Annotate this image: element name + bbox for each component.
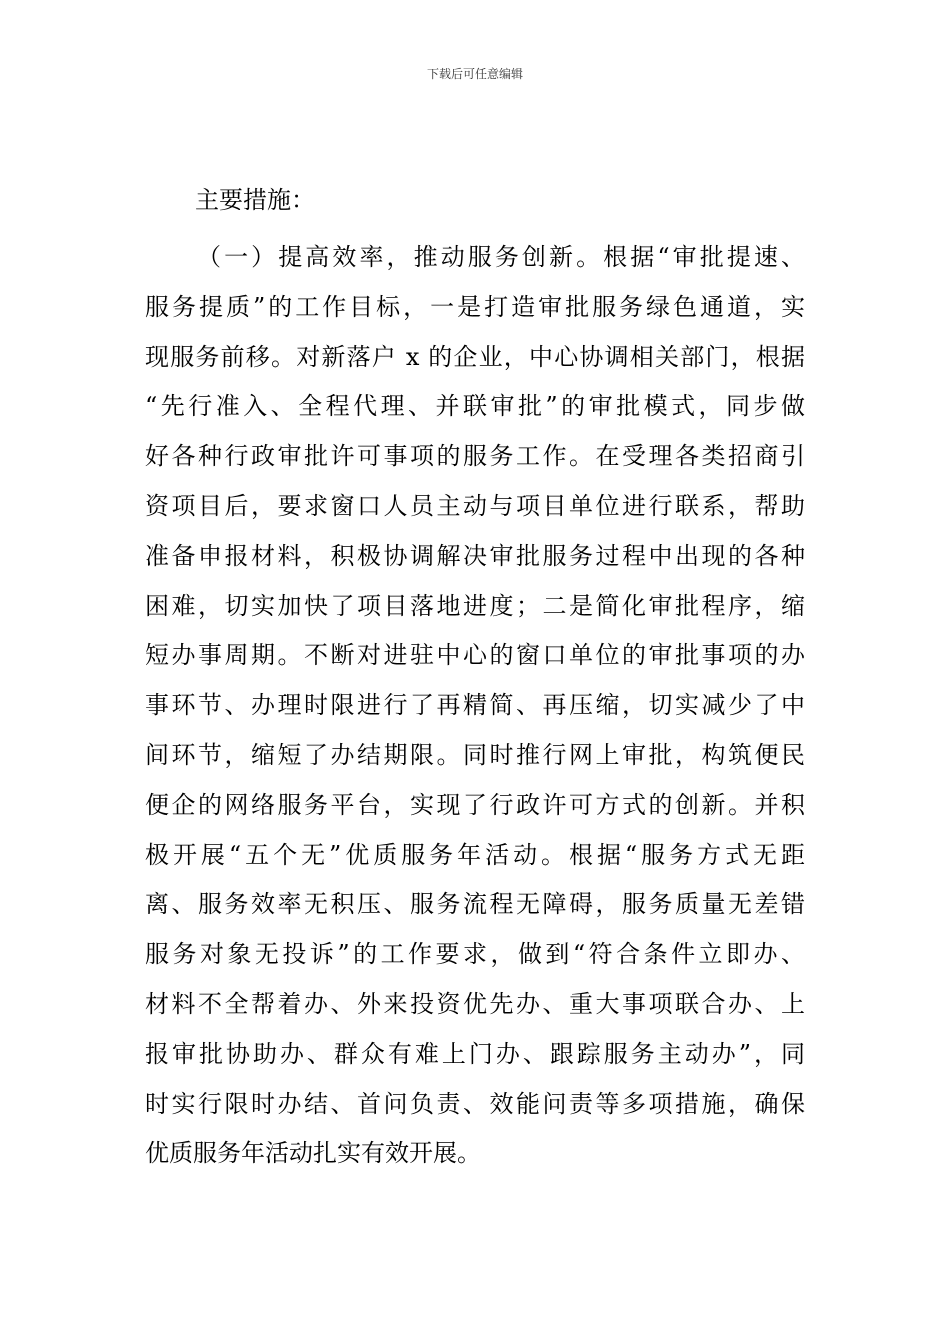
paragraph-line: 优质服务年活动扎实有效开展。 bbox=[145, 1139, 481, 1168]
paragraph-line: 间环节，缩短了办结期限。同时推行网上审批，构筑便民 bbox=[145, 740, 805, 769]
paragraph-line: 服务提质”的工作目标，一是打造审批服务绿色通道，实 bbox=[145, 292, 805, 321]
paragraph-line: 困难，切实加快了项目落地进度；二是简化审批程序，缩 bbox=[145, 591, 805, 620]
page-header-note: 下载后可任意编辑 bbox=[426, 67, 523, 81]
paragraph-line: 事环节、办理时限进行了再精简、再压缩，切实减少了中 bbox=[145, 691, 805, 720]
paragraph-line: 短办事周期。不断对进驻中心的窗口单位的审批事项的办 bbox=[145, 641, 805, 670]
paragraph-line: 资项目后，要求窗口人员主动与项目单位进行联系，帮助 bbox=[145, 491, 805, 520]
paragraph-line: 时实行限时办结、首问负责、效能问责等多项措施，确保 bbox=[145, 1089, 805, 1118]
paragraph-line: 便企的网络服务平台，实现了行政许可方式的创新。并积 bbox=[145, 790, 805, 819]
paragraph-line: 准备申报材料，积极协调解决审批服务过程中出现的各种 bbox=[145, 541, 805, 570]
paragraph-line: 材料不全帮着办、外来投资优先办、重大事项联合办、上 bbox=[145, 989, 805, 1018]
paragraph-line: （一）提高效率，推动服务创新。根据“审批提速、 bbox=[197, 243, 805, 271]
section-heading: 主要措施： bbox=[195, 186, 315, 214]
paragraph-line: 现服务前移。对新落户 x 的企业，中心协调相关部门，根据 bbox=[145, 342, 805, 371]
paragraph-line: 离、服务效率无积压、服务流程无障碍，服务质量无差错 bbox=[145, 890, 805, 919]
paragraph-line: 好各种行政审批许可事项的服务工作。在受理各类招商引 bbox=[145, 442, 805, 471]
body-paragraph bbox=[145, 233, 805, 1179]
paragraph-line: 报审批协助办、群众有难上门办、跟踪服务主动办”，同 bbox=[145, 1039, 805, 1068]
paragraph-line: 极开展“五个无”优质服务年活动。根据“服务方式无距 bbox=[145, 840, 805, 869]
paragraph-line: “先行准入、全程代理、并联审批”的审批模式，同步做 bbox=[145, 392, 805, 421]
paragraph-line: 服务对象无投诉”的工作要求，做到“符合条件立即办、 bbox=[145, 940, 805, 969]
